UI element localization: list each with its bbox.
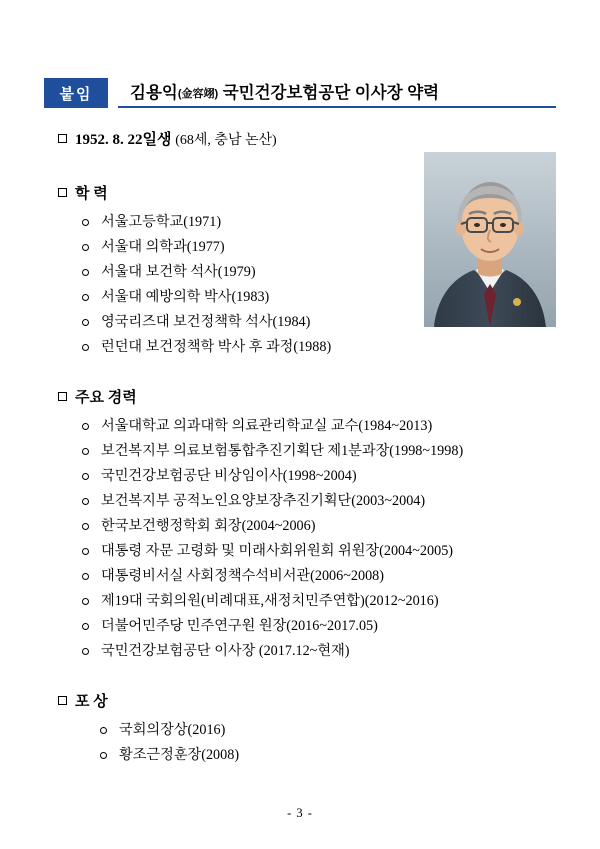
list-item: 보건복지부 공적노인요양보장추진기획단(2003~2004) <box>82 489 528 514</box>
page-title <box>130 79 439 103</box>
title-role: 국민건강보험공단 이사장 약력 <box>218 84 440 102</box>
section-awards <box>58 690 528 768</box>
title-hanja: (金容翊) <box>177 88 219 100</box>
attachment-badge: 붙임 <box>44 78 108 108</box>
career-list <box>58 414 528 664</box>
education-list <box>58 210 528 360</box>
section-heading-label: 주요 경력 <box>75 390 137 406</box>
list-item: 서울대학교 의과대학 의료관리학교실 교수(1984~2013) <box>82 414 528 439</box>
list-item: 국민건강보험공단 비상임이사(1998~2004) <box>82 464 528 489</box>
square-bullet-icon <box>58 134 67 143</box>
section-heading-label: 학 력 <box>75 186 108 202</box>
square-bullet-icon <box>58 696 67 705</box>
list-item: 더불어민주당 민주연구원 원장(2016~2017.05) <box>82 614 528 639</box>
list-item: 서울고등학교(1971) <box>82 210 528 235</box>
section-education <box>58 182 528 360</box>
list-item: 서울대 예방의학 박사(1983) <box>82 285 528 310</box>
section-heading <box>58 182 528 203</box>
title-underline-box <box>118 78 556 108</box>
list-item: 국민건강보험공단 이사장 (2017.12~현재) <box>82 639 528 664</box>
square-bullet-icon <box>58 188 67 197</box>
list-item: 영국리즈대 보건정책학 석사(1984) <box>82 310 528 335</box>
list-item: 대통령비서실 사회정책수석비서관(2006~2008) <box>82 564 528 589</box>
section-heading <box>58 690 528 711</box>
list-item: 국회의장상(2016) <box>100 718 528 743</box>
list-item: 황조근정훈장(2008) <box>100 743 528 768</box>
list-item: 제19대 국회의원(비례대표,새정치민주연합)(2012~2016) <box>82 589 528 614</box>
document-body <box>58 128 528 768</box>
list-item: 보건복지부 의료보험통합추진기획단 제1분과장(1998~1998) <box>82 439 528 464</box>
list-item: 서울대 의학과(1977) <box>82 235 528 260</box>
section-heading <box>58 386 528 407</box>
page-number: - 3 - <box>287 806 313 820</box>
section-heading-label: 포 상 <box>75 694 108 710</box>
section-career <box>58 386 528 664</box>
title-name: 김용익 <box>130 84 178 102</box>
birth-detail: (68세, 충남 논산) <box>175 133 277 148</box>
document-title-row <box>44 78 556 108</box>
list-item: 서울대 보건학 석사(1979) <box>82 260 528 285</box>
square-bullet-icon <box>58 392 67 401</box>
birth-date: 1952. 8. 22일생 <box>75 132 172 148</box>
list-item: 한국보건행정학회 회장(2004~2006) <box>82 514 528 539</box>
list-item: 대통령 자문 고령화 및 미래사회위원회 위원장(2004~2005) <box>82 539 528 564</box>
awards-list <box>58 718 528 768</box>
birth-line <box>58 128 528 149</box>
list-item: 런던대 보건정책학 박사 후 과정(1988) <box>82 335 528 360</box>
